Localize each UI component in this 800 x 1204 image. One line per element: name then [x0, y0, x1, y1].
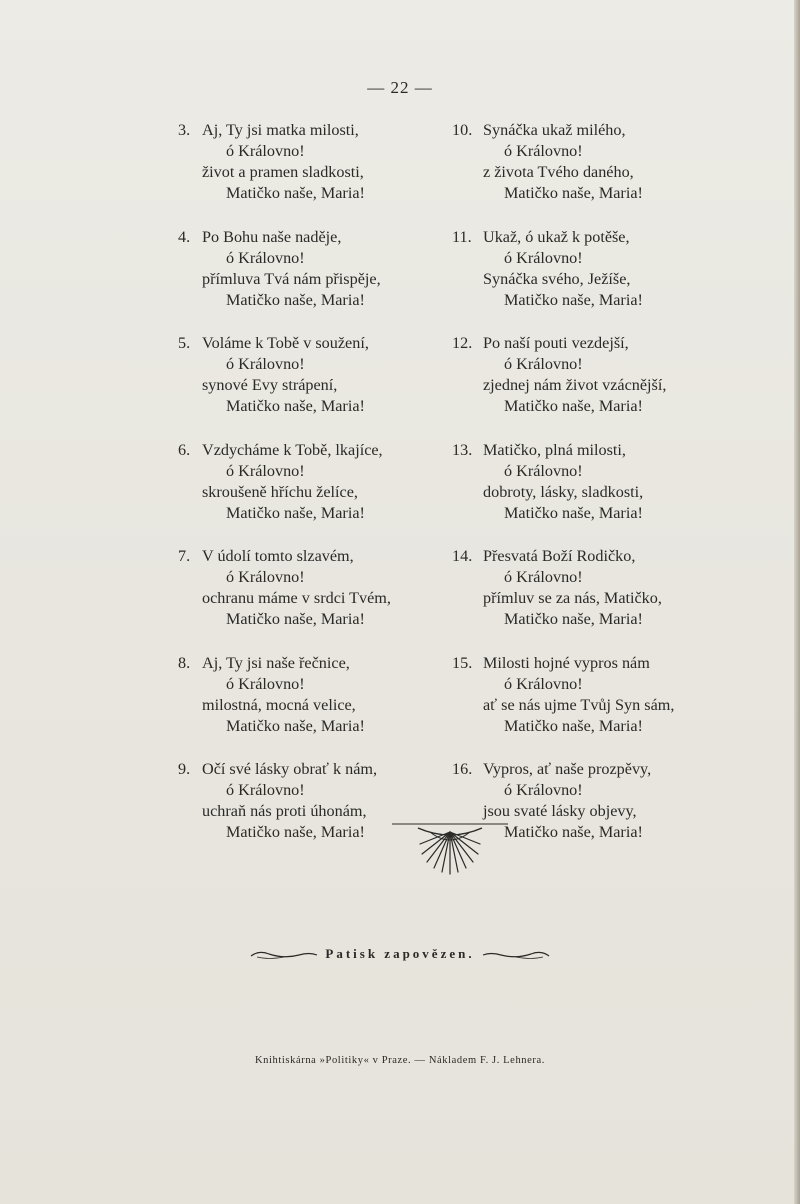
verse-number: 4. [178, 227, 191, 246]
verse-number: 6. [178, 440, 191, 459]
verse-number: 5. [178, 334, 191, 352]
verse-number: 14. [452, 547, 473, 565]
verse-line: Matičko naše, Maria! [226, 823, 365, 841]
verse-line: dobroty, lásky, sladkosti, [483, 482, 644, 501]
verse-line: Vypros, ať naše prozpěvy, [483, 760, 652, 778]
verse-line: Matičko naše, Maria! [226, 184, 365, 202]
reprint-notice-text: Patisk zapovězen. [325, 946, 475, 961]
verse-line: Přesvatá Boží Rodičko, [483, 547, 636, 565]
verse-number: 9. [178, 760, 191, 778]
verse-line: Matičko naše, Maria! [226, 610, 365, 628]
verse-line: skroušeně hříchu želíce, [202, 482, 358, 501]
verse [178, 227, 478, 311]
verse-line: ó Královno! [504, 248, 583, 267]
verse-line: ó Královno! [504, 781, 583, 799]
page-number: — 22 — [367, 78, 433, 97]
verse-line: ó Královno! [226, 142, 305, 160]
verse [178, 653, 478, 737]
verse-line: Matičko naše, Maria! [226, 716, 365, 735]
printer-imprint: Knihtiskárna »Politiky« v Praze. — Nákladem F. J. Lehnera. [255, 1055, 545, 1066]
verse-line: přímluva Tvá nám přispěje, [202, 269, 381, 288]
verse-line: V údolí tomto slzavém, [202, 547, 354, 565]
verse-line: Aj, Ty jsi naše řečnice, [202, 653, 350, 672]
verse-number: 10. [452, 121, 473, 139]
verse-line: ó Královno! [226, 568, 305, 586]
verse-columns [0, 120, 800, 841]
verse-line: Po naší pouti vezdejší, [483, 334, 629, 352]
verse [452, 653, 752, 737]
verse [452, 120, 752, 204]
flourish-left-icon [249, 948, 319, 962]
verse-line: Vzdycháme k Tobě, lkajíce, [202, 440, 383, 459]
verse-line: život a pramen sladkosti, [202, 163, 364, 181]
verse-number: 15. [452, 653, 473, 672]
verse-line: Po Bohu naše naděje, [202, 227, 342, 246]
verse-line: uchraň nás proti úhonám, [202, 802, 367, 820]
verse [178, 120, 478, 204]
verse-line: Matičko naše, Maria! [226, 503, 365, 522]
verse [178, 440, 478, 524]
reprint-notice [0, 946, 800, 962]
verse-line: Matičko naše, Maria! [504, 290, 643, 309]
verse-line: Matičko naše, Maria! [504, 610, 643, 628]
left-column [178, 120, 478, 866]
verse-line: ó Královno! [504, 568, 583, 586]
verse-line: Matičko naše, Maria! [504, 397, 643, 415]
verse-line: ó Královno! [226, 674, 305, 693]
verse-line: ochranu máme v srdci Tvém, [202, 589, 391, 607]
verse-line: Ukaž, ó ukaž k potěše, [483, 227, 630, 246]
sunburst-ornament-icon [390, 820, 510, 876]
verse-line: Synáčka svého, Ježíše, [483, 269, 631, 288]
verse-line: ať se nás ujme Tvůj Syn sám, [483, 695, 675, 714]
verse-line: Voláme k Tobě v soužení, [202, 334, 369, 352]
verse-line: Matičko naše, Maria! [504, 503, 643, 522]
verse-number: 16. [452, 760, 473, 778]
verse-line: zjednej nám život vzácnější, [483, 376, 667, 394]
verse-line: Matičko, plná milosti, [483, 440, 626, 459]
verse-line: Matičko naše, Maria! [504, 184, 643, 202]
verse-number: 11. [452, 227, 472, 246]
verse-number: 3. [178, 121, 191, 139]
verse-line: Matičko naše, Maria! [504, 823, 643, 841]
verse-line: ó Královno! [226, 461, 305, 480]
verse [452, 333, 752, 417]
verse-line: ó Královno! [504, 461, 583, 480]
verse-line: ó Královno! [226, 248, 305, 267]
verse-line: ó Královno! [504, 674, 583, 693]
verse-number: 7. [178, 547, 191, 565]
right-column [452, 120, 752, 866]
verse-line: ó Královno! [504, 142, 583, 160]
verse-line: přímluv se za nás, Matičko, [483, 589, 662, 607]
verse-line: ó Královno! [504, 355, 583, 373]
verse-line: Aj, Ty jsi matka milosti, [202, 121, 359, 139]
verse-line: z života Tvého daného, [483, 163, 634, 181]
verse-number: 8. [178, 653, 191, 672]
verse [178, 546, 478, 630]
verse [452, 227, 752, 311]
verse-line: Matičko naše, Maria! [504, 716, 643, 735]
verse-number: 13. [452, 440, 473, 459]
flourish-right-icon [481, 948, 551, 962]
verse-number: 12. [452, 334, 473, 352]
verse [178, 333, 478, 417]
verse-line: Matičko naše, Maria! [226, 290, 365, 309]
verse-line: Matičko naše, Maria! [226, 397, 365, 415]
verse [452, 440, 752, 524]
verse-line: Očí své lásky obrať k nám, [202, 760, 378, 778]
verse-line: ó Královno! [226, 355, 305, 373]
verse-line: synové Evy strápení, [202, 376, 338, 394]
verse-line: milostná, mocná velice, [202, 695, 356, 714]
verse-line: jsou svaté lásky objevy, [483, 802, 637, 820]
verse-line: Milosti hojné vypros nám [483, 653, 650, 672]
verse [452, 546, 752, 630]
verse-line: Synáčka ukaž milého, [483, 121, 626, 139]
verse-line: ó Královno! [226, 781, 305, 799]
